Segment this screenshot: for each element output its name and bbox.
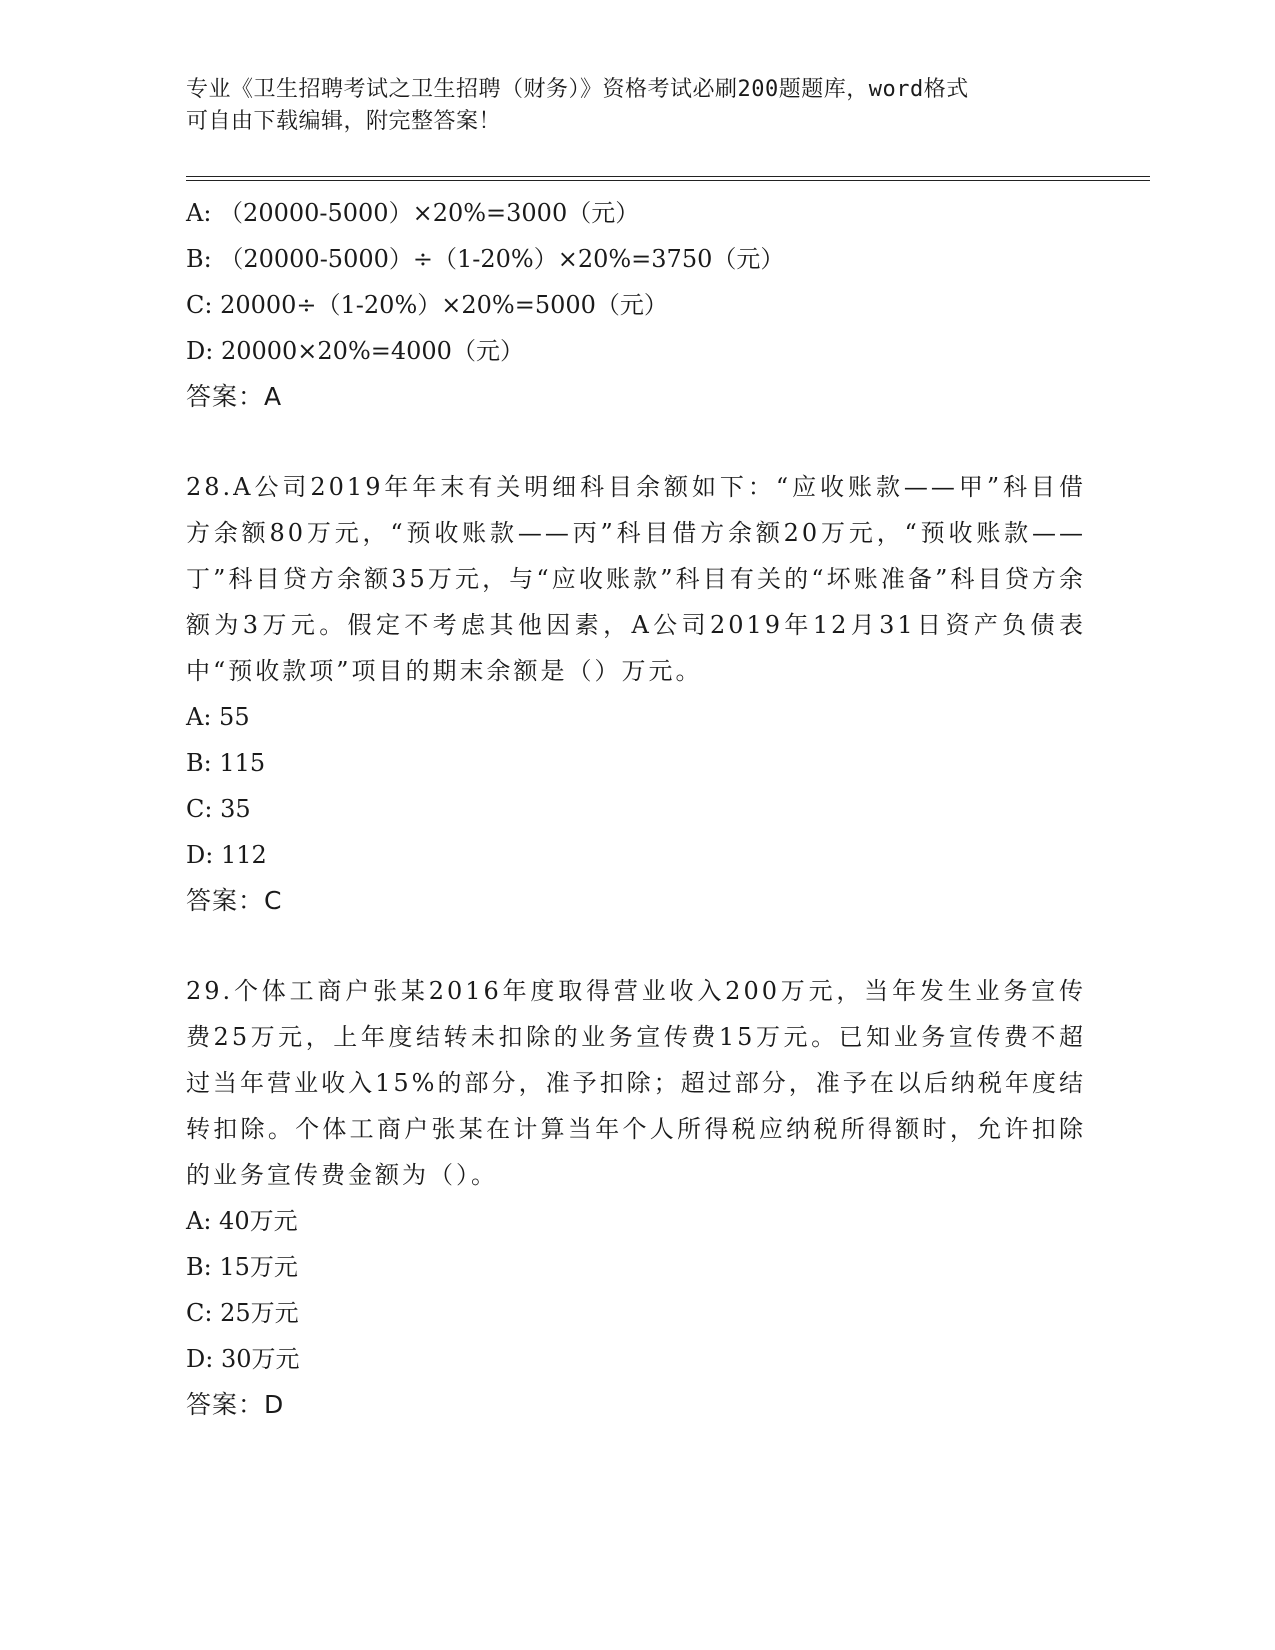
answer: 答案：A	[186, 382, 283, 411]
option-d: D: 112	[186, 841, 267, 869]
answer: 答案：C	[186, 886, 283, 915]
option-a: A: （20000-5000）×20%=3000（元）	[186, 199, 640, 227]
question-29	[186, 968, 1086, 1428]
option-d: D: 20000×20%=4000（元）	[186, 337, 524, 365]
question-content	[186, 190, 1086, 1428]
question-stem: 28.A公司2019年年末有关明细科目余额如下：“应收账款——甲”科目借方余额80万元，“预收账款——丙”科目借方余额20万元，“预收账款——丁”科目贷方余额35万元，与“应收账款”科目有关的“坏账准备”科目贷方余额为3万元。假定不考虑其他因素，A公司2019年12月31日资产负债表中“预收款项”项目的期末余额是（）万元。	[186, 473, 1086, 685]
option-a: A: 40万元	[186, 1207, 298, 1235]
question-27	[186, 190, 1086, 420]
header-divider	[186, 176, 1150, 181]
option-c: C: 20000÷（1-20%）×20%=5000（元）	[186, 291, 668, 319]
question-28	[186, 464, 1086, 924]
question-stem: 29.个体工商户张某2016年度取得营业收入200万元，当年发生业务宣传费25万元，上年度结转未扣除的业务宣传费15万元。已知业务宣传费不超过当年营业收入15%的部分，准予扣除；超过部分，准予在以后纳税年度结转扣除。个体工商户张某在计算当年个人所得税应纳税所得额时，允许扣除的业务宣传费金额为（）。	[186, 977, 1086, 1189]
spacer	[186, 420, 1086, 464]
header-line-2: 可自由下载编辑，附完整答案！	[186, 109, 502, 134]
option-b: B: 15万元	[186, 1253, 298, 1281]
spacer	[186, 924, 1086, 968]
option-d: D: 30万元	[186, 1345, 300, 1373]
option-c: C: 35	[186, 795, 251, 823]
option-b: B: （20000-5000）÷（1-20%）×20%=3750（元）	[186, 245, 785, 273]
option-c: C: 25万元	[186, 1299, 299, 1327]
page-header	[186, 74, 1066, 138]
option-b: B: 115	[186, 749, 266, 777]
header-line-1: 专业《卫生招聘考试之卫生招聘（财务）》资格考试必刷200题题库，word格式	[186, 77, 969, 102]
answer: 答案：D	[186, 1390, 285, 1419]
option-a: A: 55	[186, 703, 250, 731]
